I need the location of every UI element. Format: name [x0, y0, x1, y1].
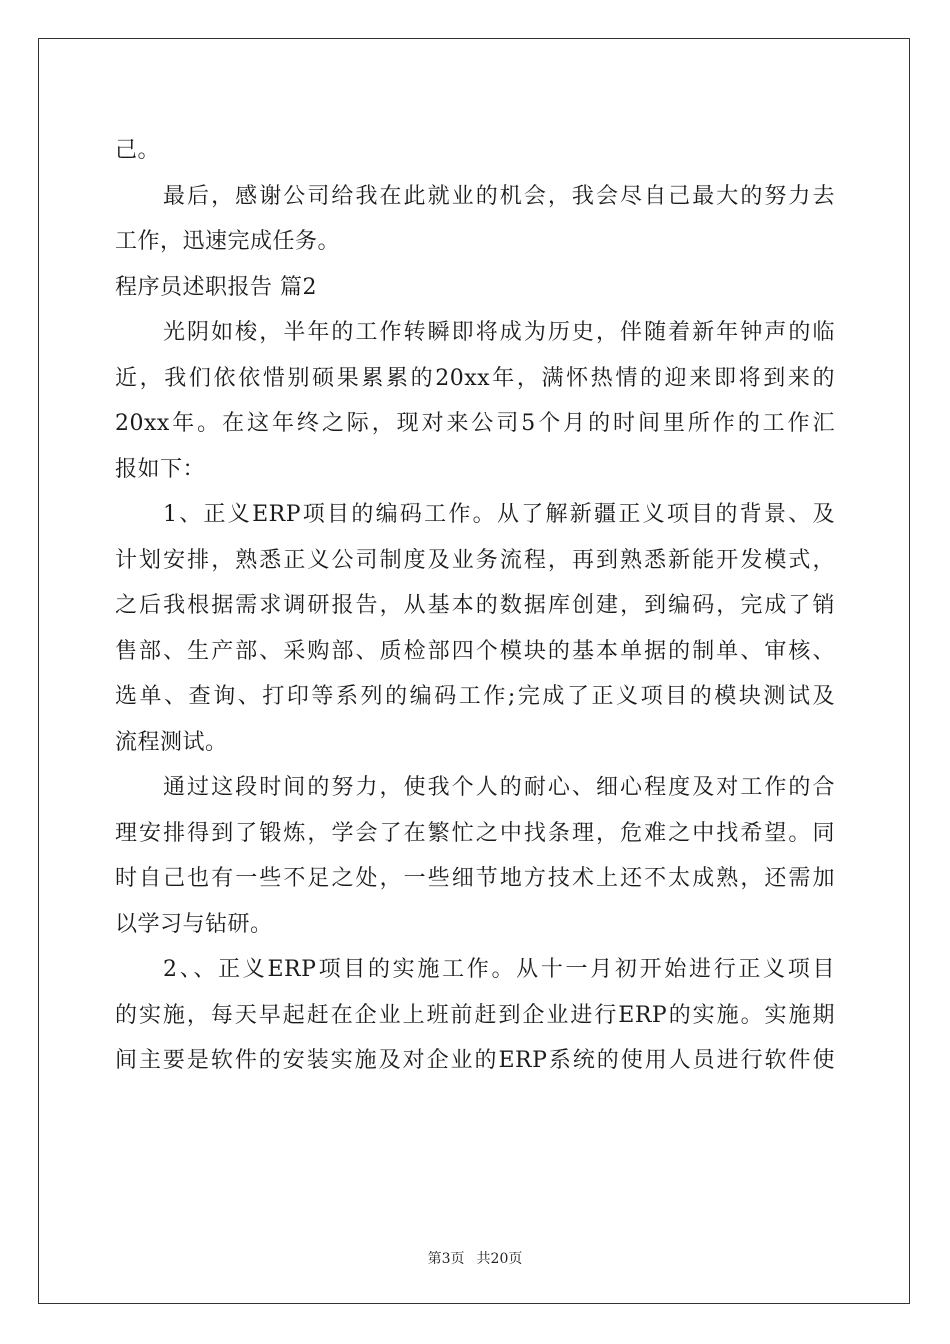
text-line: 20xx年。在这年终之际，现对来公司5个月的时间里所作的工作汇: [115, 411, 835, 436]
document-body: [115, 128, 835, 1084]
page-total: 共20页: [476, 1251, 523, 1267]
text-line: 工作，迅速完成任务。: [115, 229, 341, 254]
text-line: 售部、生产部、采购部、质检部四个模块的基本单据的制单、审核、: [115, 638, 835, 664]
text-line: 最后，感谢公司给我在此就业的机会，我会尽自己最大的努力去: [163, 183, 835, 209]
page-footer: [0, 1248, 950, 1268]
text-line: 流程测试。: [115, 729, 228, 755]
text-line: 通过这段时间的努力，使我个人的耐心、细心程度及对工作的合: [163, 775, 835, 800]
text-line: 光阴如梭，半年的工作转瞬即将成为历史，伴随着新年钟声的临: [163, 320, 835, 345]
text-line: 的实施，每天早起赶在企业上班前赶到企业进行ERP的实施。实施期: [115, 1002, 835, 1028]
text-line: 计划安排，熟悉正义公司制度及业务流程，再到熟悉新能开发模式，: [115, 547, 835, 573]
text-line: 选单、查询、打印等系列的编码工作;完成了正义项目的模块测试及: [115, 684, 835, 709]
text-line: 间主要是软件的安装实施及对企业的ERP系统的使用人员进行软件使: [115, 1048, 835, 1073]
text-line: 以学习与钻研。: [115, 911, 273, 937]
text-line: 1、正义ERP项目的编码工作。从了解新疆正义项目的背景、及: [163, 502, 835, 527]
page-number: 第3页: [427, 1251, 465, 1267]
text-line: 程序员述职报告 篇2: [115, 274, 317, 300]
text-line: 己。: [115, 138, 161, 163]
text-line: 近，我们依依惜别硕果累累的20xx年，满怀热情的迎来即将到来的: [115, 365, 835, 391]
text-line: 理安排得到了锻炼，学会了在繁忙之中找条理，危难之中找希望。同: [115, 820, 835, 846]
text-line: 2、、正义ERP项目的实施工作。从十一月初开始进行正义项目: [163, 957, 835, 982]
text-line: 之后我根据需求调研报告，从基本的数据库创建，到编码，完成了销: [115, 593, 835, 618]
text-line: 报如下：: [115, 456, 206, 482]
text-line: 时自己也有一些不足之处，一些细节地方技术上还不太成熟，还需加: [115, 866, 835, 891]
